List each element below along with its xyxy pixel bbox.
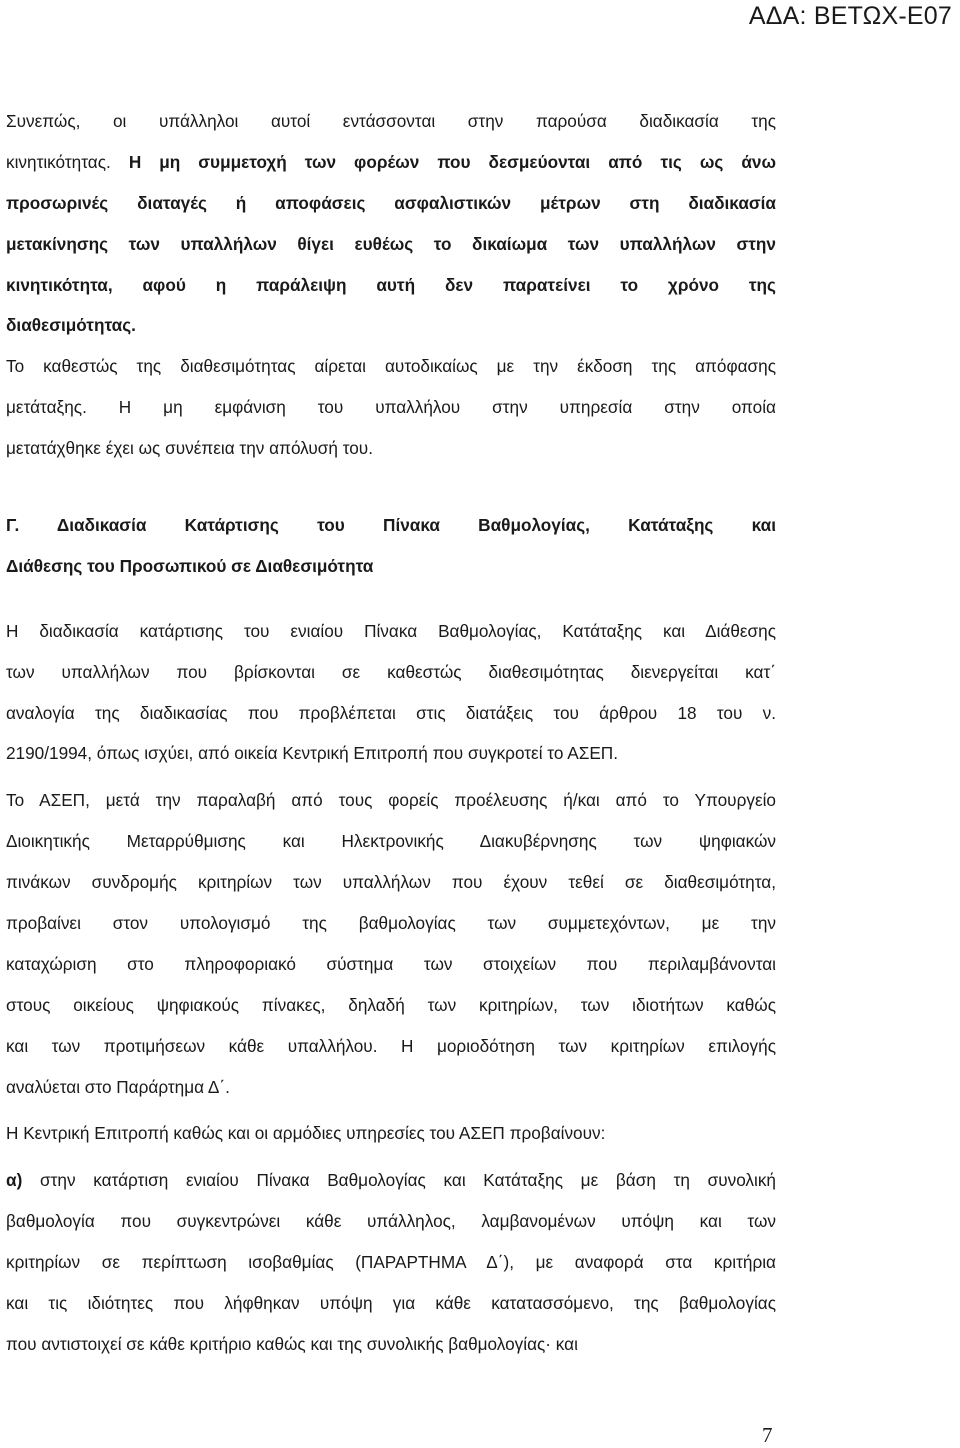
paragraph-1-line-2-bold: Η μη συμμετοχή των φορέων που δεσμεύονται από τις ως άνω [128,151,776,172]
paragraph-2-line-1: Το καθεστώς της διαθεσιμότητας αίρεται αυτοδικαίως με την έκδοση της απόφασης [6,356,776,377]
paragraph-3-line-2: των υπαλλήλων που βρίσκονται σε καθεστώς διαθεσιμότητας διενεργείται κατ΄ [6,661,776,682]
spacer [6,587,776,611]
paragraph-4-line-8: αναλύεται στο Παράρτημα Δ΄. [6,1076,230,1097]
paragraph-6-line-4: και τις ιδιότητες που λήφθηκαν υπόψη για κάθε κατατασσόμενο, της βαθμολογίας [6,1293,776,1314]
paragraph-1-line-3: προσωρινές διαταγές ή αποφάσεις ασφαλιστικών μέτρων στη διαδικασία [6,192,776,213]
paragraph-1-line-5: κινητικότητα, αφού η παράλειψη αυτή δεν παρατείνει το χρόνο της [6,274,776,295]
paragraph-6-line-2: βαθμολογία που συγκεντρώνει κάθε υπάλληλος, λαμβανομένων υπόψη και των [6,1211,776,1232]
paragraph-4-line-1: Το ΑΣΕΠ, μετά την παραλαβή από τους φορείς προέλευσης ή/και από το Υπουργείο [6,790,776,811]
paragraph-4-line-4: προβαίνει στον υπολογισμό της βαθμολογίας των συμμετεχόντων, με την [6,913,776,934]
paragraph-1-line-2-text: κινητικότητας. [6,151,111,172]
section-heading-line-1: Γ. Διαδικασία Κατάρτισης του Πίνακα Βαθμολογίας, Κατάταξης και [6,515,776,536]
paragraph-1-line-6: διαθεσιμότητας. [6,315,136,336]
paragraph-5: Η Κεντρική Επιτροπή καθώς και οι αρμόδιες υπηρεσίες του ΑΣΕΠ προβαίνουν: [6,1123,606,1144]
paragraph-1-line-4: μετακίνησης των υπαλλήλων θίγει ευθέως το δικαίωμα των υπαλλήλων στην [6,233,776,254]
paragraph-2-line-3: μετατάχθηκε έχει ως συνέπεια την απόλυσή του. [6,438,373,459]
paragraph-1-line-1: Συνεπώς, οι υπάλληλοι αυτοί εντάσσονται στην παρούσα διαδικασία της [6,111,776,131]
paragraph-4-line-6: στους οικείους ψηφιακούς πίνακες, δηλαδή των κριτηρίων, των ιδιοτήτων καθώς [6,994,776,1015]
paragraph-6-line-1-text: στην κατάρτιση ενιαίου Πίνακα Βαθμολογίας και Κατάταξης με βάση τη συνολική [39,1170,776,1191]
paragraph-1-line-2 [6,142,776,183]
paragraph-3-line-3: αναλογία της διαδικασίας που προβλέπεται στις διατάξεις του άρθρου 18 του ν. [6,702,776,723]
paragraph-4-line-5: καταχώριση στο πληροφοριακό σύστημα των στοιχείων που περιλαμβάνονται [6,953,776,974]
page-number: 7 [762,1423,773,1447]
paragraph-6-line-3: κριτηρίων σε περίπτωση ισοβαθμίας (ΠΑΡΑΡΤΗΜΑ Δ΄), με αναφορά στα κριτήρια [6,1252,776,1273]
paragraph-4-line-7: και των προτιμήσεων κάθε υπαλλήλου. Η μοριοδότηση των κριτηρίων επιλογής [6,1035,776,1056]
ada-code: ΑΔΑ: ΒΕΤΩΧ-Ε07 [748,2,952,30]
section-heading-line-2: Διάθεσης του Προσωπικού σε Διαθεσιμότητα [6,555,374,576]
paragraph-4-line-2: Διοικητικής Μεταρρύθμισης και Ηλεκτρονικής Διακυβέρνησης των ψηφιακών [6,831,776,852]
paragraph-3-line-1: Η διαδικασία κατάρτισης του ενιαίου Πίνακα Βαθμολογίας, Κατάταξης και Διάθεσης [6,620,776,641]
spacer [6,469,776,505]
paragraph-4-line-3: πινάκων συνδρομής κριτηρίων των υπαλλήλων που έχουν τεθεί σε διαθεσιμότητα, [6,872,776,893]
paragraph-6-line-1 [6,1160,776,1201]
paragraph-3-line-4: 2190/1994, όπως ισχύει, από οικεία Κεντρική Επιτροπή που συγκροτεί το ΑΣΕΠ. [6,743,618,764]
document-body [6,101,776,1365]
paragraph-2-line-2: μετάταξης. Η μη εμφάνιση του υπαλλήλου στην υπηρεσία στην οποία [6,397,776,418]
paragraph-6-line-5: που αντιστοιχεί σε κάθε κριτήριο καθώς και της συνολικής βαθμολογίας· και [6,1333,578,1354]
list-marker: α) [6,1170,23,1191]
